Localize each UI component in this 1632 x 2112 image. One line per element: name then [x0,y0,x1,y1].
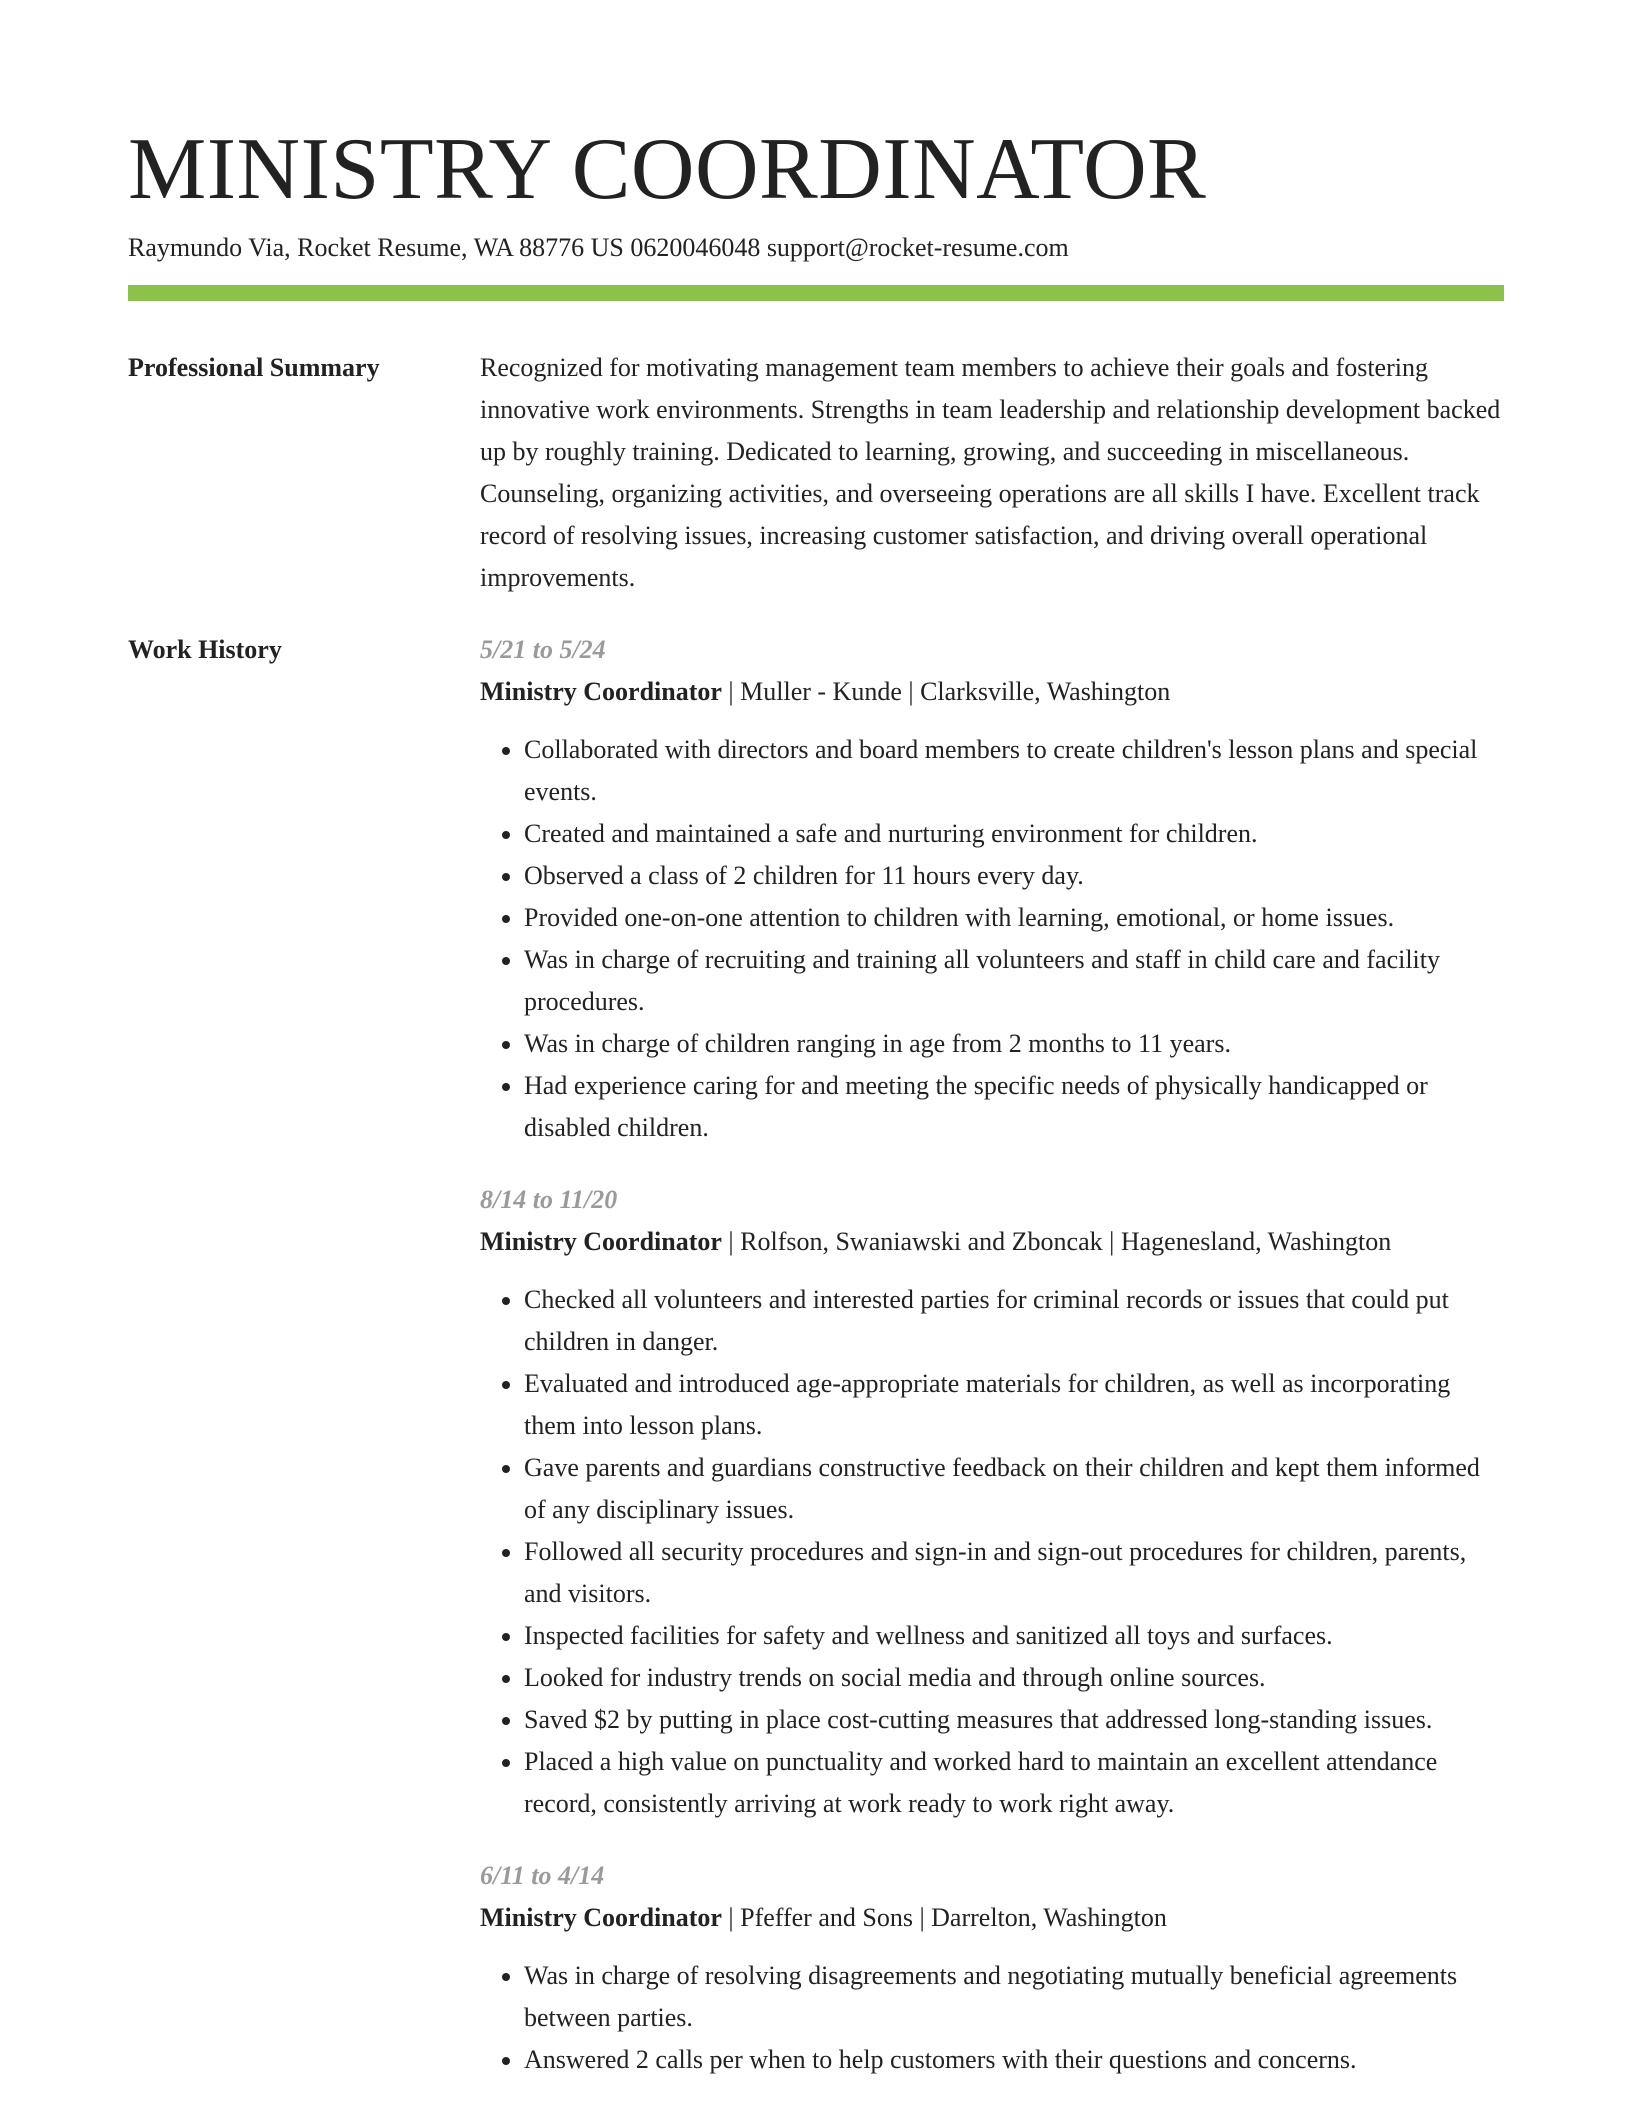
job-employer-location: | Pfeffer and Sons | Darrelton, Washington [721,1903,1167,1932]
contact-email: support@rocket-resume.com [766,233,1069,262]
job-bullet: • Placed a high value on punctuality and worked hard to maintain an excellent attendance record, consistently arriving at work ready to work right away. [524,1741,1504,1825]
summary-text: Recognized for motivating management team members to achieve their goals and fostering innovative work environments. Strengths in team leadership and relationship development backed up by roughly training. Dedicated to learning, growing, and succeeding in miscellaneous. Counseling, organizing activities, and overseeing operations are all skills I have. Excellent track record of resolving issues, increasing customer satisfaction, and driving overall operational improvements. [480,353,1501,592]
job-employer-location: | Muller - Kunde | Clarksville, Washington [721,677,1171,706]
job-bullet: • Had experience caring for and meeting the specific needs of physically handicapped or disabled children. [524,1065,1504,1149]
job-role: Ministry Coordinator [480,677,722,706]
job-bullet: • Answered 2 calls per when to help customers with their questions and concerns. [524,2039,1504,2081]
job-entry [480,629,1504,1149]
job-dates: 8/14 to 11/20 [480,1185,618,1214]
contact-address: Rocket Resume, WA 88776 US [297,233,624,262]
job-bullet: • Observed a class of 2 children for 11 hours every day. [524,855,1504,897]
job-heading [480,1221,1504,1263]
job-dates: 5/21 to 5/24 [480,635,606,664]
summary-body [480,347,1504,599]
work-history-body [480,629,1504,2111]
job-bullet: • Was in charge of resolving disagreements and negotiating mutually beneficial agreements between parties. [524,1955,1504,2039]
contact-phone: 0620046048 [630,233,761,262]
work-history-label: Work History [128,635,282,664]
job-bullet: • Followed all security procedures and sign-in and sign-out procedures for children, parents, and visitors. [524,1531,1504,1615]
job-bullet: • Checked all volunteers and interested parties for criminal records or issues that could put children in danger. [524,1279,1504,1363]
job-entry [480,1179,1504,1825]
job-bullet-list [480,1279,1504,1825]
job-role: Ministry Coordinator [480,1227,722,1256]
job-bullet-list [480,729,1504,1149]
job-bullet: • Collaborated with directors and board members to create children's lesson plans and special events. [524,729,1504,813]
job-bullet: • Saved $2 by putting in place cost-cutting measures that addressed long-standing issues. [524,1699,1504,1741]
job-dates: 6/11 to 4/14 [480,1861,605,1890]
job-bullet: • Looked for industry trends on social media and through online sources. [524,1657,1504,1699]
job-heading [480,1897,1504,1939]
summary-label: Professional Summary [128,353,380,382]
job-entry [480,1855,1504,2081]
job-bullet: • Created and maintained a safe and nurturing environment for children. [524,813,1504,855]
contact-line [128,230,1069,266]
job-bullet: • Inspected facilities for safety and wellness and sanitized all toys and surfaces. [524,1615,1504,1657]
job-employer-location: | Rolfson, Swaniawski and Zboncak | Hagenesland, Washington [721,1227,1392,1256]
job-bullet: • Evaluated and introduced age-appropriate materials for children, as well as incorporating them into lesson plans. [524,1363,1504,1447]
job-bullet-list [480,1955,1504,2081]
job-heading [480,671,1504,713]
job-bullet: • Was in charge of recruiting and training all volunteers and staff in child care and facility procedures. [524,939,1504,1023]
resume-title: MINISTRY COORDINATOR [128,121,1207,218]
header-divider [128,285,1504,301]
job-bullet: • Gave parents and guardians constructive feedback on their children and kept them informed of any disciplinary issues. [524,1447,1504,1531]
job-role: Ministry Coordinator [480,1903,722,1932]
job-bullet: • Provided one-on-one attention to children with learning, emotional, or home issues. [524,897,1504,939]
contact-name: Raymundo Via, [128,233,291,262]
job-bullet: • Was in charge of children ranging in age from 2 months to 11 years. [524,1023,1504,1065]
